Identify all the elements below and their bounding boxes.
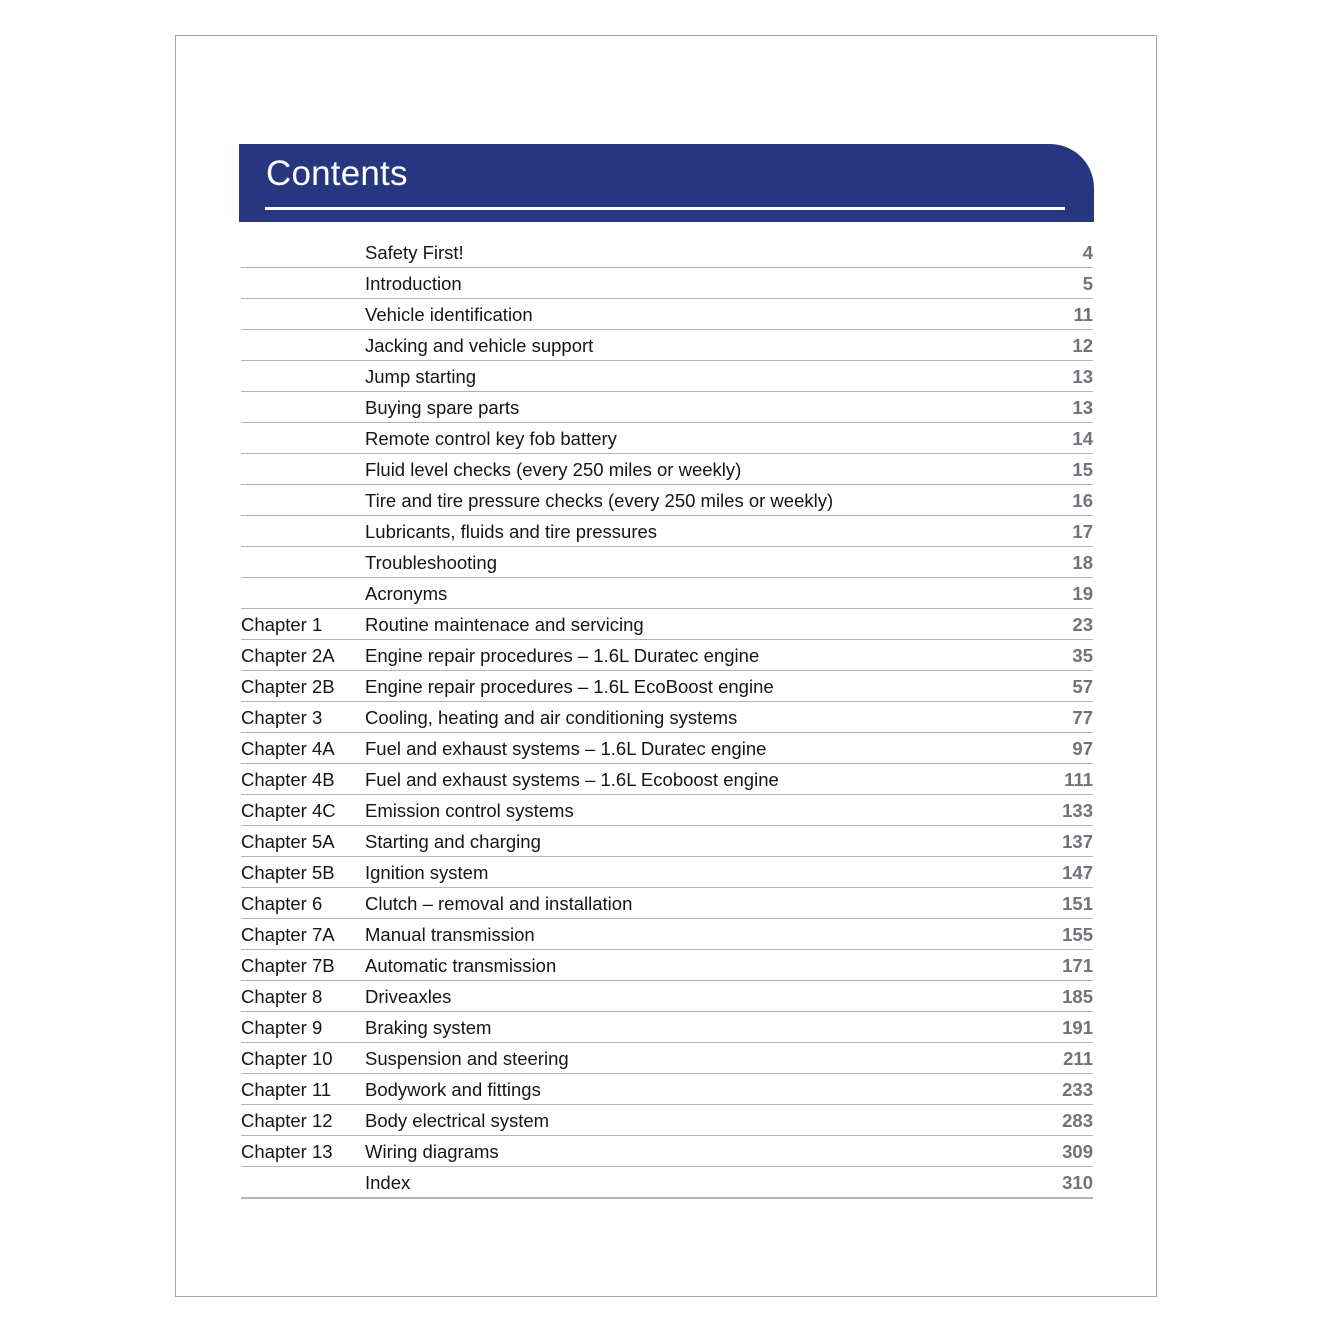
toc-chapter-label: Chapter 7B — [241, 954, 335, 976]
toc-page-number: 151 — [1062, 892, 1093, 914]
toc-entry-title: Remote control key fob battery — [365, 427, 617, 449]
toc-chapter-label: Chapter 6 — [241, 892, 323, 914]
toc-chapter-label: Chapter 12 — [241, 1109, 333, 1131]
toc-row[interactable] — [239, 826, 1094, 857]
toc-entry-title: Suspension and steering — [365, 1047, 569, 1069]
contents-header-banner — [239, 144, 1094, 222]
toc-entry-title: Clutch – removal and installation — [365, 892, 633, 914]
toc-entry-title: Jump starting — [365, 365, 477, 387]
toc-row[interactable] — [239, 733, 1094, 764]
toc-entry-title: Cooling, heating and air conditioning systems — [365, 706, 738, 728]
toc-chapter-label: Chapter 10 — [241, 1047, 333, 1069]
toc-page-number: 283 — [1062, 1109, 1093, 1131]
toc-page-number: 185 — [1062, 985, 1093, 1007]
toc-page-number: 19 — [1072, 582, 1093, 604]
toc-entry-title: Braking system — [365, 1016, 492, 1038]
toc-row[interactable] — [239, 268, 1094, 299]
toc-row[interactable] — [239, 516, 1094, 547]
toc-closing-divider — [239, 1198, 1094, 1199]
toc-chapter-label: Chapter 11 — [241, 1078, 332, 1100]
table-of-contents-list — [239, 237, 1094, 1199]
toc-row[interactable] — [239, 1105, 1094, 1136]
toc-row[interactable] — [239, 330, 1094, 361]
toc-page-number: 13 — [1072, 365, 1093, 387]
toc-page-number: 137 — [1062, 830, 1093, 852]
toc-chapter-label: Chapter 9 — [241, 1016, 323, 1038]
toc-row[interactable] — [239, 702, 1094, 733]
toc-chapter-label: Chapter 5A — [241, 830, 335, 852]
toc-row[interactable] — [239, 547, 1094, 578]
toc-page-number: 309 — [1062, 1140, 1093, 1162]
toc-entry-title: Bodywork and fittings — [365, 1078, 541, 1100]
toc-page-number: 191 — [1062, 1016, 1093, 1038]
toc-chapter-label: Chapter 13 — [241, 1140, 333, 1162]
toc-chapter-label: Chapter 7A — [241, 923, 335, 945]
toc-page-number: 147 — [1062, 861, 1093, 883]
toc-row[interactable] — [239, 857, 1094, 888]
toc-page-number: 17 — [1072, 520, 1093, 542]
toc-chapter-label: Chapter 2A — [241, 644, 335, 666]
toc-entry-title: Engine repair procedures – 1.6L EcoBoost engine — [365, 675, 774, 697]
toc-row[interactable] — [239, 919, 1094, 950]
toc-page-number: 18 — [1072, 551, 1093, 573]
toc-entry-title: Fuel and exhaust systems – 1.6L Ecoboost engine — [365, 768, 779, 790]
toc-row[interactable] — [239, 981, 1094, 1012]
toc-page-number: 16 — [1072, 489, 1093, 511]
toc-chapter-label: Chapter 8 — [241, 985, 323, 1007]
toc-entry-title: Jacking and vehicle support — [365, 334, 594, 356]
toc-entry-title: Body electrical system — [365, 1109, 550, 1131]
toc-row-divider — [241, 1198, 1093, 1199]
toc-chapter-label: Chapter 4C — [241, 799, 336, 821]
toc-row[interactable] — [239, 299, 1094, 330]
toc-entry-title: Emission control systems — [365, 799, 574, 821]
toc-page-number: 77 — [1072, 706, 1093, 728]
toc-row[interactable] — [239, 423, 1094, 454]
toc-entry-title: Ignition system — [365, 861, 489, 883]
toc-entry-title: Automatic transmission — [365, 954, 557, 976]
toc-entry-title: Tire and tire pressure checks (every 250 miles or weekly) — [365, 489, 834, 511]
toc-page-number: 11 — [1073, 303, 1093, 325]
toc-chapter-label: Chapter 4B — [241, 768, 335, 790]
toc-page-number: 233 — [1062, 1078, 1093, 1100]
toc-entry-title: Index — [365, 1171, 411, 1193]
toc-page-number: 23 — [1072, 613, 1093, 635]
toc-page-number: 310 — [1062, 1171, 1093, 1193]
title-underline-rule — [265, 207, 1065, 210]
toc-entry-title: Troubleshooting — [365, 551, 497, 573]
toc-entry-title: Lubricants, fluids and tire pressures — [365, 520, 658, 542]
toc-row[interactable] — [239, 1074, 1094, 1105]
toc-page-number: 111 — [1064, 768, 1093, 790]
toc-entry-title: Manual transmission — [365, 923, 535, 945]
document-page — [175, 35, 1157, 1297]
toc-page-number: 211 — [1063, 1047, 1093, 1069]
toc-page-number: 4 — [1082, 241, 1093, 263]
toc-page-number: 5 — [1082, 272, 1093, 294]
toc-page-number: 12 — [1072, 334, 1093, 356]
toc-entry-title: Vehicle identification — [365, 303, 533, 325]
toc-row[interactable] — [239, 609, 1094, 640]
toc-row[interactable] — [239, 1012, 1094, 1043]
toc-row[interactable] — [239, 361, 1094, 392]
toc-entry-title: Starting and charging — [365, 830, 541, 852]
toc-row[interactable] — [239, 454, 1094, 485]
toc-page-number: 171 — [1062, 954, 1093, 976]
toc-entry-title: Introduction — [365, 272, 462, 294]
toc-chapter-label: Chapter 3 — [241, 706, 323, 728]
toc-row[interactable] — [239, 764, 1094, 795]
toc-page-number: 14 — [1072, 427, 1093, 449]
toc-chapter-label: Chapter 4A — [241, 737, 335, 759]
toc-entry-title: Engine repair procedures – 1.6L Duratec engine — [365, 644, 760, 666]
toc-row[interactable] — [239, 392, 1094, 423]
toc-row[interactable] — [239, 888, 1094, 919]
toc-entry-title: Fuel and exhaust systems – 1.6L Duratec engine — [365, 737, 767, 759]
toc-entry-title: Routine maintenace and servicing — [365, 613, 644, 635]
toc-page-number: 15 — [1072, 458, 1093, 480]
toc-entry-title: Fluid level checks (every 250 miles or weekly) — [365, 458, 742, 480]
toc-row[interactable] — [239, 578, 1094, 609]
page-title: Contents — [266, 154, 408, 193]
toc-row[interactable] — [239, 640, 1094, 671]
toc-row[interactable] — [239, 950, 1094, 981]
toc-row[interactable] — [239, 485, 1094, 516]
toc-row[interactable] — [239, 795, 1094, 826]
toc-page-number: 155 — [1062, 923, 1093, 945]
toc-entry-title: Driveaxles — [365, 985, 452, 1007]
toc-row[interactable] — [239, 237, 1094, 268]
toc-row[interactable] — [239, 1136, 1094, 1167]
toc-row[interactable] — [239, 1043, 1094, 1074]
toc-row[interactable] — [239, 1167, 1094, 1198]
toc-entry-title: Acronyms — [365, 582, 448, 604]
toc-entry-title: Wiring diagrams — [365, 1140, 499, 1162]
toc-chapter-label: Chapter 1 — [241, 613, 323, 635]
toc-page-number: 35 — [1072, 644, 1093, 666]
toc-page-number: 13 — [1072, 396, 1093, 418]
toc-entry-title: Safety First! — [365, 241, 464, 263]
toc-entry-title: Buying spare parts — [365, 396, 520, 418]
toc-row[interactable] — [239, 671, 1094, 702]
toc-page-number: 57 — [1072, 675, 1093, 697]
toc-chapter-label: Chapter 5B — [241, 861, 335, 883]
toc-chapter-label: Chapter 2B — [241, 675, 335, 697]
toc-page-number: 133 — [1062, 799, 1093, 821]
toc-page-number: 97 — [1072, 737, 1093, 759]
